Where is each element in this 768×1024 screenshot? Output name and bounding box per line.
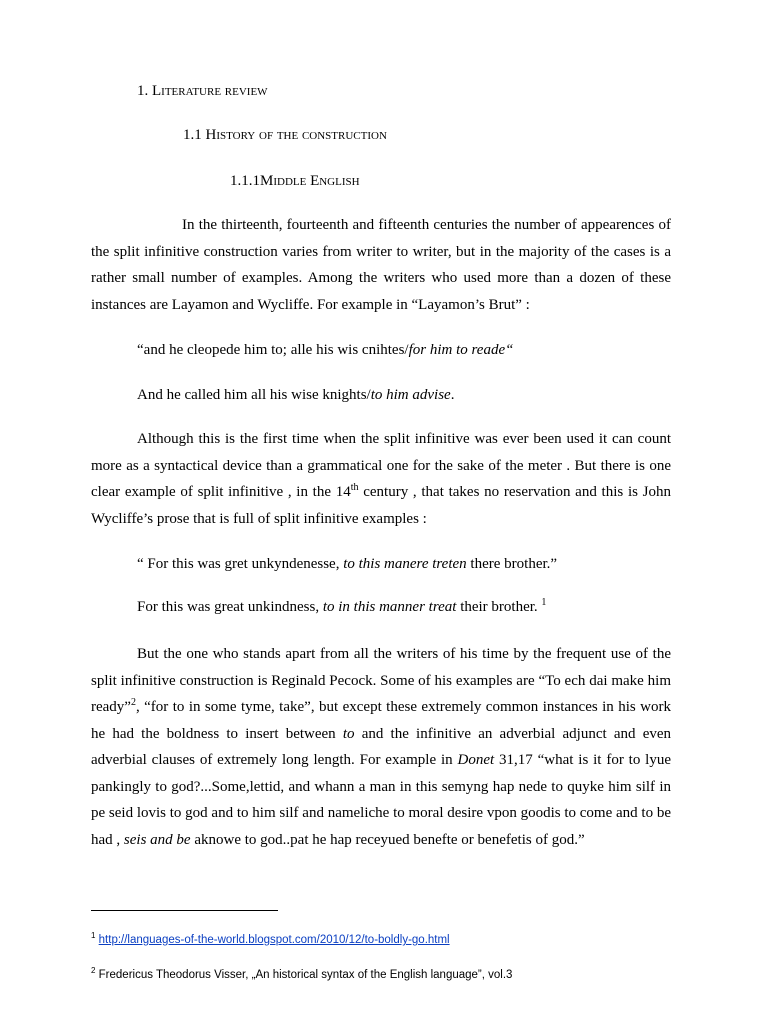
translation-end: . — [450, 387, 455, 403]
heading-literature-review — [137, 82, 268, 100]
footnote-ref-1[interactable]: 1 — [541, 597, 547, 608]
translation-layamon — [137, 386, 454, 404]
paragraph-text: aknowe to god..pat he hap receyued benefte or benefetis of god.” — [190, 831, 585, 848]
footnote-separator — [91, 910, 278, 911]
translation-text: their brother. — [456, 599, 542, 615]
footnote-ref-2[interactable]: 2 — [130, 697, 136, 708]
footnote-link[interactable]: http://languages-of-the-world.blogspot.com/2010/12/to-boldly-go.html — [98, 934, 450, 946]
quote-text: “and he cleopede him to; alle his wis cnihtes/ — [137, 342, 409, 358]
paragraph-wycliffe — [91, 426, 671, 532]
heading-text: History of the construction — [205, 127, 387, 143]
paragraph-pecock — [91, 641, 671, 853]
quote-text: “ For this was gret unkyndenesse, — [137, 556, 344, 572]
heading-number: 1.1 — [183, 127, 206, 143]
paragraph-text: century , that takes no reservation and this is John Wycliffe’s prose that is full of split infinitive examples : — [91, 484, 672, 527]
heading-number: 1. — [137, 83, 152, 99]
translation-text: And he called him all his wise knights/ — [137, 387, 371, 403]
quote-layamon — [137, 341, 513, 359]
quote-wycliffe — [137, 555, 557, 573]
heading-history-of-construction — [183, 126, 387, 144]
paragraph-text: , “for to in some tyme, take”, but except these extremely common instances in his work he had the boldness to insert between — [91, 699, 671, 742]
translation-italic: to him advise — [370, 387, 451, 403]
paragraph-intro: In the thirteenth, fourteenth and fifteenth centuries the number of appearences of the split infinitive construction varies from writer to writer, but in the majority of the cases is a rather small number of examples. Among the writers who used more than a dozen of these instances are Layamon and Wycliffe. For example in “Layamon’s Brut” : — [91, 217, 671, 313]
translation-text: For this was great unkindness, — [137, 599, 323, 615]
quote-italic: to this manere treten — [343, 556, 467, 572]
footnote-2 — [91, 966, 513, 981]
quote-text: there brother.” — [466, 556, 558, 572]
translation-wycliffe — [137, 598, 546, 616]
paragraph-text: Although this is the first time when the split infinitive was ever been used it can count more as a syntactical device than a grammatical one for the sake of the meter . But there is one clear example of split infinitive , in the 14 — [91, 431, 671, 500]
translation-italic: to in this manner treat — [322, 599, 457, 615]
paragraph-text: But the one who stands apart from all the writers of his time by the frequent use of the split infinitive construction is Reginald Pecock. Some of his examples are “To ech dai make him ready” — [91, 646, 671, 715]
italic-term: seis and be — [123, 831, 191, 848]
paragraph-text: and the infinitive an adverbial adjunct and even adverbial clauses of extremely long length. For example in — [91, 725, 672, 768]
footnote-1 — [91, 931, 450, 946]
heading-text: Middle English — [260, 173, 360, 189]
paragraph-text: 31,17 “what is it for to lyue pankingly to god?...Some,lettid, and whann a man in this semyng hap nede to quyke him silf in pe seid lovis to god and to him silf and nameliche to moral desire vpon goodis to come and to be had , — [91, 752, 672, 848]
superscript: th — [350, 482, 359, 493]
italic-title: Donet — [457, 752, 495, 768]
heading-text: Literature review — [152, 83, 268, 99]
footnote-text: Fredericus Theodorus Visser, „An historical syntax of the English language”, vol.3 — [95, 969, 513, 981]
footnote-number: 1 — [91, 931, 96, 941]
footnote-number: 2 — [91, 966, 96, 976]
heading-middle-english — [230, 172, 360, 190]
heading-number: 1.1.1 — [230, 173, 260, 189]
italic-term: to — [342, 725, 355, 742]
quote-italic: for him to reade“ — [408, 342, 514, 358]
